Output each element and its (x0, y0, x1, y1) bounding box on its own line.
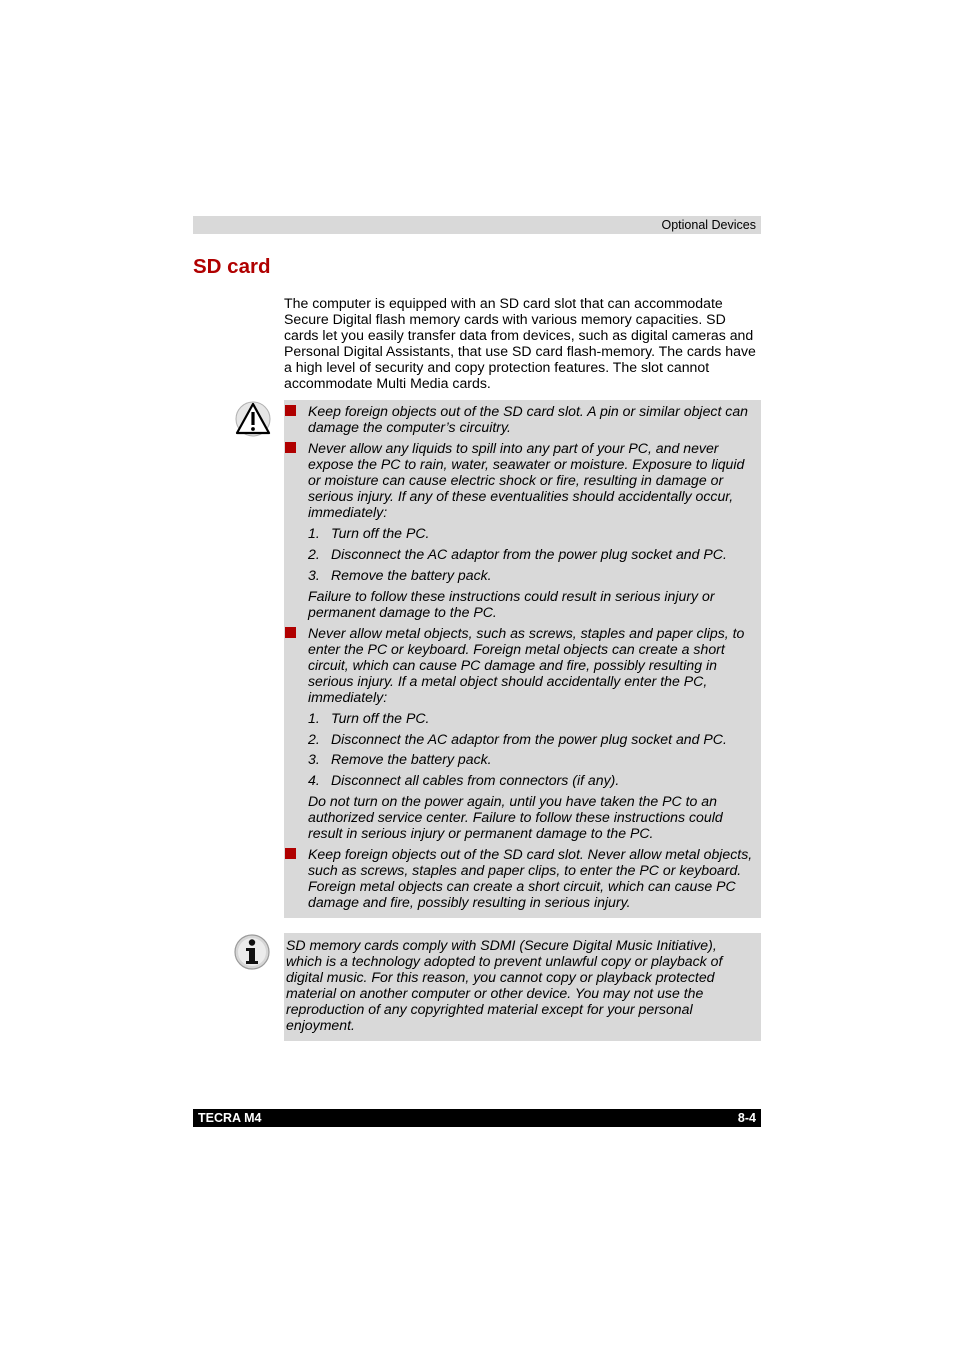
caution-bullet-4: Keep foreign objects out of the SD card slot. Never allow metal objects, such as screws, staples and paper clips, to enter the PC or keyboard. Foreign metal objects can create a short circuit, which can cause PC damage and fire, possibly resulting in serious injury. (308, 846, 753, 910)
step-number: 3. (308, 567, 320, 583)
step-text: Turn off the PC. (331, 710, 430, 726)
intro-paragraph: The computer is equipped with an SD card slot that can accommodate Secure Digital flash memory cards with various memory capacities. SD cards let you easily transfer data from devices, such as digital cameras and Personal Digital Assistants, that use SD card flash-memory. The cards have a high level of security and copy protection features. The slot cannot accommodate Multi Media cards. (284, 295, 756, 391)
info-icon (233, 933, 271, 971)
page-title: SD card (193, 255, 271, 278)
step-number: 3. (308, 751, 320, 767)
caution-bullet-2: Never allow any liquids to spill into any part of your PC, and never expose the PC to rain, water, seawater or moisture. Exposure to liquid or moisture can cause electric shock or fire, resulting in damage or serious injury. If any of these eventualities should accidentally occur, immediately: (308, 440, 745, 520)
step-text: Turn off the PC. (331, 525, 430, 541)
footer-model: TECRA M4 (198, 1111, 262, 1125)
caution-followup-2: Do not turn on the power again, until you have taken the PC to an authorized service center. Failure to follow these instructions could result in serious injury or permanent damage to the PC. (308, 793, 723, 841)
step-number: 1. (308, 710, 320, 726)
note-text: SD memory cards comply with SDMI (Secure Digital Music Initiative), which is a technology adopted to prevent unlawful copy or playback of digital music. For this reason, you cannot copy or playback protected material on another computer or other device. You may not use the reproduction of any copyrighted material except for your personal enjoyment. (286, 937, 723, 1033)
bullet-marker (285, 405, 296, 416)
step-number: 2. (308, 546, 320, 562)
caution-bullet-3: Never allow metal objects, such as screws, staples and paper clips, to enter the PC or keyboard. Foreign metal objects can create a short circuit, which can cause PC damage and fire, possibly resulting in serious injury. If a metal object should accidentally enter the PC, immediately: (308, 625, 745, 705)
caution-followup-1: Failure to follow these instructions could result in serious injury or permanent damage to the PC. (308, 588, 715, 620)
caution-triangle-icon (234, 400, 272, 438)
caution-bullet-1: Keep foreign objects out of the SD card slot. A pin or similar object can damage the computer’s circuitry. (308, 403, 749, 435)
header-bar (193, 216, 761, 234)
header-section-title: Optional Devices (661, 218, 756, 232)
step-text: Remove the battery pack. (331, 567, 492, 583)
bullet-marker (285, 848, 296, 859)
step-text: Disconnect the AC adaptor from the power plug socket and PC. (331, 731, 727, 747)
bullet-marker (285, 442, 296, 453)
footer-bar (193, 1109, 761, 1127)
step-number: 2. (308, 731, 320, 747)
step-text: Disconnect all cables from connectors (if any). (331, 772, 620, 788)
step-number: 4. (308, 772, 320, 788)
bullet-marker (285, 627, 296, 638)
step-text: Disconnect the AC adaptor from the power plug socket and PC. (331, 546, 727, 562)
step-text: Remove the battery pack. (331, 751, 492, 767)
step-number: 1. (308, 525, 320, 541)
footer-page-number: 8-4 (737, 1111, 756, 1125)
